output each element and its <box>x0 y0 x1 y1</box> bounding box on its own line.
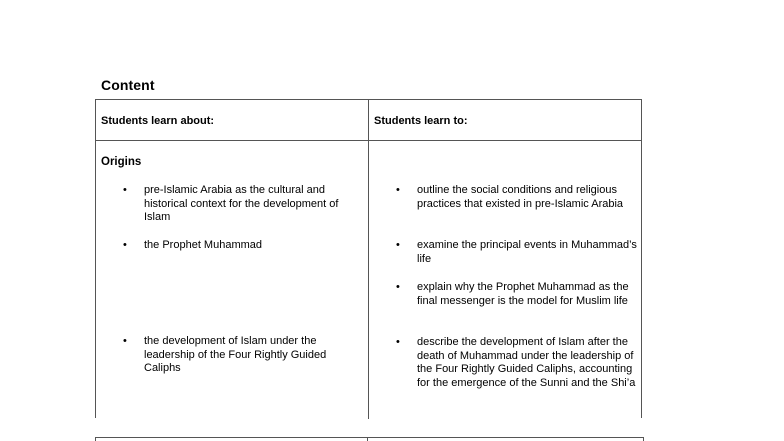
topic-title: Origins <box>101 156 142 168</box>
section-heading: Content <box>101 77 155 93</box>
bullet-icon: • <box>396 336 400 348</box>
column-header-learn-to: Students learn to: <box>374 115 468 127</box>
table-header-row <box>96 100 641 141</box>
content-table <box>95 99 642 418</box>
bullet-icon: • <box>123 184 127 196</box>
list-item-text: describe the development of Islam after the death of Muhammad under the leadership of the Four Rightly Guided Caliphs, accounting for the emergence of the Sunni and the Shi’a <box>417 336 636 389</box>
bullet-icon: • <box>123 335 127 347</box>
next-table-top-border <box>95 437 644 438</box>
next-table-divider <box>367 437 368 441</box>
column-header-learn-about: Students learn about: <box>101 115 215 127</box>
list-item-text: pre-Islamic Arabia as the cultural and historical context for the development of Islam <box>144 184 339 224</box>
next-table-right-edge <box>643 437 644 441</box>
bullet-icon: • <box>396 281 400 293</box>
list-item-text: examine the principal events in Muhammad’s life <box>417 239 637 265</box>
list-item-text: outline the social conditions and religious practices that existed in pre-Islamic Arabia <box>417 184 624 210</box>
column-divider <box>368 100 369 419</box>
list-item-text: the Prophet Muhammad <box>144 239 263 251</box>
list-item-text: explain why the Prophet Muhammad as the final messenger is the model for Muslim life <box>417 281 629 307</box>
next-table-left-edge <box>95 437 96 441</box>
bullet-icon: • <box>396 239 400 251</box>
list-item-text: the development of Islam under the leadership of the Four Rightly Guided Caliphs <box>144 335 327 375</box>
bullet-icon: • <box>396 184 400 196</box>
bullet-icon: • <box>123 239 127 251</box>
